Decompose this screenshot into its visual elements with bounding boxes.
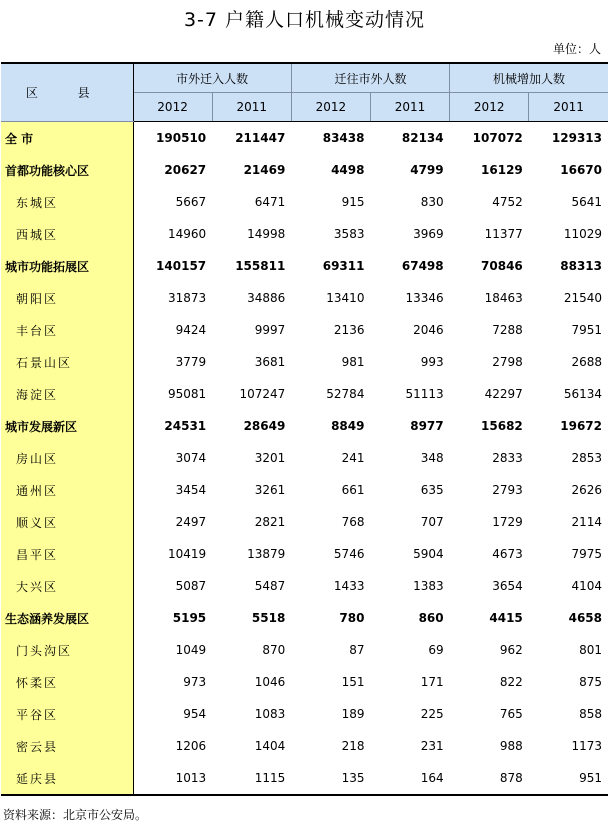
value-cell: 42297 [484,387,523,401]
value-cell: 858 [579,707,602,721]
value-cell: 993 [420,355,444,369]
value-cell: 5518 [251,611,286,625]
region-name: 怀柔区 [1,666,133,698]
value-cell: 875 [579,675,602,689]
table-row [1,378,608,410]
table-row [1,666,608,698]
value-cell: 4498 [331,163,365,177]
value-cell: 951 [529,762,608,795]
value-cell: 1115 [212,762,291,795]
table-row [1,602,608,634]
value-cell: 4415 [489,611,523,625]
value-cell: 954 [183,707,207,721]
region-name: 朝阳区 [1,282,133,314]
value-cell: 878 [450,762,529,795]
table-row [1,154,608,186]
header-region: 区 县 [1,63,133,122]
value-cell: 171 [420,675,444,689]
value-cell: 95081 [167,387,207,401]
value-cell: 1013 [133,762,212,795]
value-cell: 51113 [405,387,444,401]
header-year: 2012 [133,93,212,122]
table-row [1,762,608,795]
value-cell: 2821 [254,515,286,529]
value-cell: 11377 [484,227,523,241]
value-cell: 88313 [560,259,602,273]
region-name: 门头沟区 [1,634,133,666]
region-name: 全 市 [1,122,133,155]
value-cell: 707 [420,515,444,529]
table-row [1,538,608,570]
value-cell: 164 [370,762,449,795]
value-cell: 5667 [175,195,207,209]
value-cell: 135 [291,762,370,795]
value-cell: 7951 [571,323,602,337]
unit-label: 单位：人 [552,42,601,56]
value-cell: 1383 [413,579,444,593]
value-cell: 3074 [175,451,207,465]
value-cell: 348 [420,451,444,465]
value-cell: 241 [341,451,365,465]
region-name: 石景山区 [1,346,133,378]
region-name: 东城区 [1,186,133,218]
value-cell: 4673 [492,547,523,561]
value-cell: 7288 [492,323,523,337]
value-cell: 28649 [243,419,286,433]
value-cell: 11029 [563,227,602,241]
value-cell: 87 [349,643,365,657]
value-cell: 2497 [175,515,207,529]
region-name: 平谷区 [1,698,133,730]
table-row [1,122,608,155]
value-cell: 13346 [405,291,444,305]
value-cell: 67498 [401,259,444,273]
value-cell: 962 [499,643,523,657]
value-cell: 3454 [175,483,207,497]
region-name: 丰台区 [1,314,133,346]
value-cell: 973 [183,675,207,689]
region-name: 生态涵养发展区 [1,602,133,634]
page-title: 3-7 户籍人口机械变动情况 [183,9,426,31]
table-row [1,442,608,474]
table-row [1,634,608,666]
region-name: 首都功能核心区 [1,154,133,186]
value-cell: 2114 [571,515,602,529]
value-cell: 1729 [492,515,523,529]
value-cell: 16129 [481,163,523,177]
value-cell: 155811 [235,259,286,273]
table-row [1,282,608,314]
table-row [1,186,608,218]
value-cell: 2833 [492,451,523,465]
value-cell: 151 [341,675,365,689]
value-cell: 13410 [326,291,365,305]
value-cell: 1206 [175,739,207,753]
value-cell: 5904 [413,547,444,561]
value-cell: 9424 [175,323,207,337]
value-cell: 1083 [254,707,286,721]
table-row [1,314,608,346]
value-cell: 1046 [254,675,286,689]
value-cell: 2688 [571,355,602,369]
value-cell: 860 [418,611,444,625]
value-cell: 3201 [254,451,286,465]
value-cell: 21469 [243,163,286,177]
value-cell: 2798 [492,355,523,369]
value-cell: 190510 [156,131,207,145]
value-cell: 9997 [254,323,286,337]
value-cell: 14960 [167,227,207,241]
value-cell: 70846 [481,259,523,273]
value-cell: 1404 [254,739,286,753]
region-name: 延庆县 [1,762,133,795]
value-cell: 8849 [331,419,365,433]
header-year: 2011 [212,93,291,122]
value-cell: 3969 [413,227,444,241]
table-row [1,410,608,442]
table-row [1,506,608,538]
value-cell: 1049 [175,643,207,657]
value-cell: 21540 [563,291,602,305]
region-name: 通州区 [1,474,133,506]
value-cell: 15682 [481,419,523,433]
value-cell: 69 [428,643,444,657]
value-cell: 225 [420,707,444,721]
value-cell: 2626 [571,483,602,497]
value-cell: 2136 [333,323,365,337]
table-row [1,570,608,602]
header-year: 2011 [529,93,608,122]
value-cell: 18463 [484,291,523,305]
value-cell: 69311 [322,259,365,273]
value-cell: 3261 [254,483,286,497]
value-cell: 107247 [239,387,286,401]
value-cell: 2853 [571,451,602,465]
value-cell: 780 [339,611,365,625]
value-cell: 14998 [247,227,286,241]
value-cell: 1173 [571,739,602,753]
value-cell: 5087 [175,579,207,593]
value-cell: 231 [420,739,444,753]
header-group-emigration: 迁往市外人数 [291,63,449,93]
value-cell: 830 [420,195,444,209]
value-cell: 24531 [164,419,207,433]
value-cell: 981 [341,355,365,369]
value-cell: 2046 [413,323,444,337]
value-cell: 3779 [175,355,207,369]
value-cell: 2793 [492,483,523,497]
population-table [1,62,608,796]
header-group-net-increase: 机械增加人数 [450,63,608,93]
value-cell: 52784 [326,387,365,401]
region-name: 城市发展新区 [1,410,133,442]
value-cell: 34886 [247,291,286,305]
value-cell: 31873 [167,291,207,305]
value-cell: 822 [499,675,523,689]
value-cell: 211447 [235,131,286,145]
table-row [1,698,608,730]
value-cell: 4799 [410,163,444,177]
value-cell: 661 [341,483,365,497]
region-name: 顺义区 [1,506,133,538]
value-cell: 5195 [172,611,207,625]
header-year: 2012 [291,93,370,122]
header-year: 2011 [370,93,449,122]
value-cell: 107072 [472,131,523,145]
value-cell: 4104 [571,579,602,593]
value-cell: 8977 [410,419,444,433]
table-row [1,474,608,506]
value-cell: 189 [341,707,365,721]
value-cell: 20627 [164,163,207,177]
value-cell: 83438 [322,131,365,145]
value-cell: 915 [341,195,365,209]
value-cell: 82134 [401,131,444,145]
table-row [1,250,608,282]
value-cell: 5746 [333,547,365,561]
value-cell: 801 [579,643,602,657]
region-name: 昌平区 [1,538,133,570]
value-cell: 6471 [254,195,286,209]
value-cell: 768 [341,515,365,529]
value-cell: 3681 [254,355,286,369]
value-cell: 765 [499,707,523,721]
value-cell: 4752 [492,195,523,209]
table-row [1,218,608,250]
value-cell: 19672 [560,419,602,433]
region-name: 西城区 [1,218,133,250]
value-cell: 16670 [560,163,602,177]
value-cell: 7975 [571,547,602,561]
value-cell: 870 [262,643,286,657]
value-cell: 5487 [254,579,286,593]
value-cell: 13879 [247,547,286,561]
value-cell: 218 [341,739,365,753]
header-year: 2012 [450,93,529,122]
region-name: 大兴区 [1,570,133,602]
source-note: 资料来源：北京市公安局。 [3,808,148,822]
table-row [1,730,608,762]
region-name: 密云县 [1,730,133,762]
value-cell: 3654 [492,579,523,593]
value-cell: 635 [420,483,444,497]
value-cell: 988 [499,739,523,753]
value-cell: 10419 [167,547,207,561]
region-name: 海淀区 [1,378,133,410]
value-cell: 1433 [333,579,365,593]
value-cell: 140157 [156,259,207,273]
header-group-immigration: 市外迁入人数 [133,63,291,93]
value-cell: 3583 [333,227,365,241]
value-cell: 4658 [568,611,602,625]
value-cell: 56134 [563,387,602,401]
table-row [1,346,608,378]
value-cell: 5641 [571,195,602,209]
value-cell: 129313 [551,131,602,145]
region-name: 房山区 [1,442,133,474]
region-name: 城市功能拓展区 [1,250,133,282]
